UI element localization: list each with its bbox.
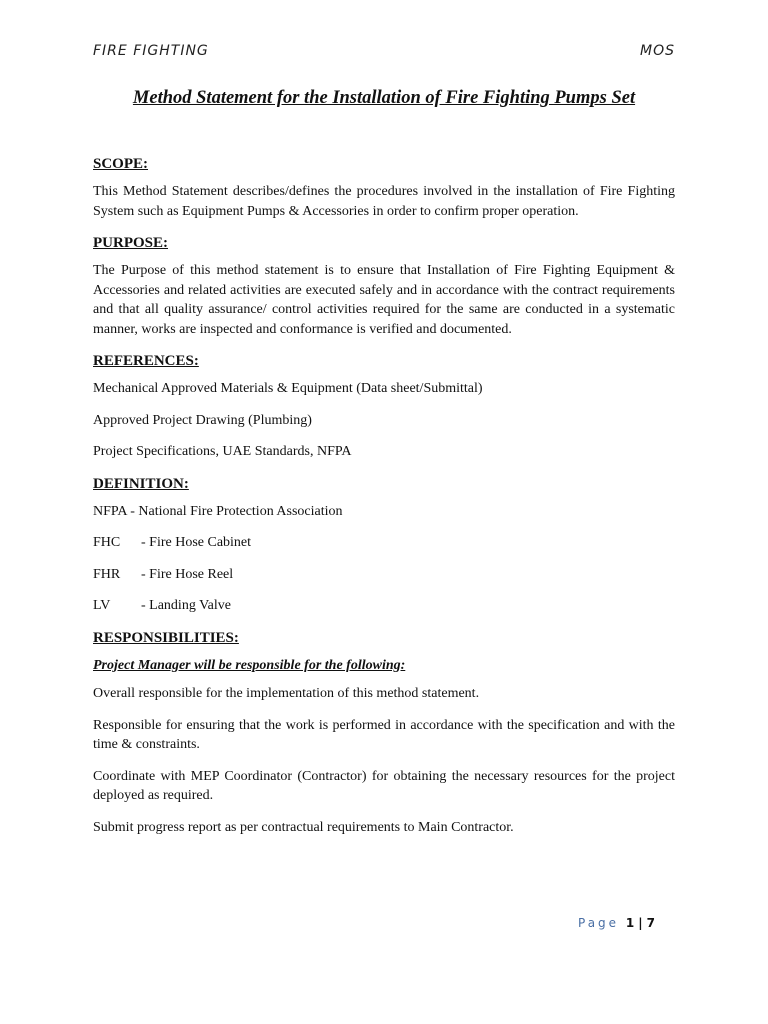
responsibility-item: Submit progress report as per contractual requirements to Main Contractor. bbox=[93, 819, 514, 835]
scope-text: This Method Statement describes/defines the procedures involved in the installation of Fire Fighting System such as Equipment Pumps & Accessories in order to confirm proper operation. bbox=[93, 184, 675, 219]
header-right: MOS bbox=[640, 43, 675, 59]
responsibility-item: Responsible for ensuring that the work is performed in accordance with the specification and with the time & constraints. bbox=[93, 717, 675, 752]
definition-row bbox=[93, 533, 675, 553]
page-header bbox=[93, 43, 675, 59]
definition-row bbox=[93, 596, 675, 616]
purpose-text: The Purpose of this method statement is to ensure that Installation of Fire Fighting Equipment & Accessories and related activities are executed safely and in accordance with the contract requirements and that all quality assurance/ control activities required for the same are conducted in a systematic manner, works are inspected and conformance is verified and documented. bbox=[93, 263, 675, 337]
page-separator: | bbox=[638, 916, 643, 930]
definition-heading: DEFINITION: bbox=[93, 475, 189, 492]
header-left: FIRE FIGHTING bbox=[93, 43, 209, 59]
reference-item: Mechanical Approved Materials & Equipment (Data sheet/Submittal) bbox=[93, 381, 483, 396]
reference-item: Approved Project Drawing (Plumbing) bbox=[93, 412, 312, 428]
document-body bbox=[93, 154, 675, 849]
definition-abbr: FHC bbox=[93, 535, 121, 550]
definition-abbr: LV bbox=[93, 598, 111, 613]
definition-text: - Fire Hose Reel bbox=[141, 566, 234, 582]
references-heading: REFERENCES: bbox=[93, 353, 199, 369]
definition-row bbox=[93, 565, 675, 585]
page-footer bbox=[578, 916, 655, 930]
page-total: 7 bbox=[646, 916, 655, 930]
responsibilities-subheading: Project Manager will be responsible for the following: bbox=[93, 657, 406, 673]
responsibility-item: Coordinate with MEP Coordinator (Contractor) for obtaining the necessary resources for the project deployed as required. bbox=[93, 768, 675, 803]
purpose-heading: PURPOSE: bbox=[93, 235, 168, 251]
definition-text: - Fire Hose Cabinet bbox=[141, 535, 252, 550]
scope-heading: SCOPE: bbox=[93, 156, 149, 172]
reference-item: Project Specifications, UAE Standards, NFPA bbox=[93, 444, 352, 459]
page-label: Page bbox=[578, 916, 620, 930]
page-current: 1 bbox=[625, 916, 635, 930]
definition-abbr: FHR bbox=[93, 566, 121, 582]
responsibilities-heading: RESPONSIBILITIES: bbox=[93, 629, 239, 646]
responsibility-item: Overall responsible for the implementation of this method statement. bbox=[93, 686, 480, 701]
document-title: Method Statement for the Installation of Fire Fighting Pumps Set bbox=[132, 88, 636, 108]
definition-text: - Landing Valve bbox=[141, 598, 231, 613]
definition-nfpa: NFPA - National Fire Protection Association bbox=[93, 503, 343, 519]
